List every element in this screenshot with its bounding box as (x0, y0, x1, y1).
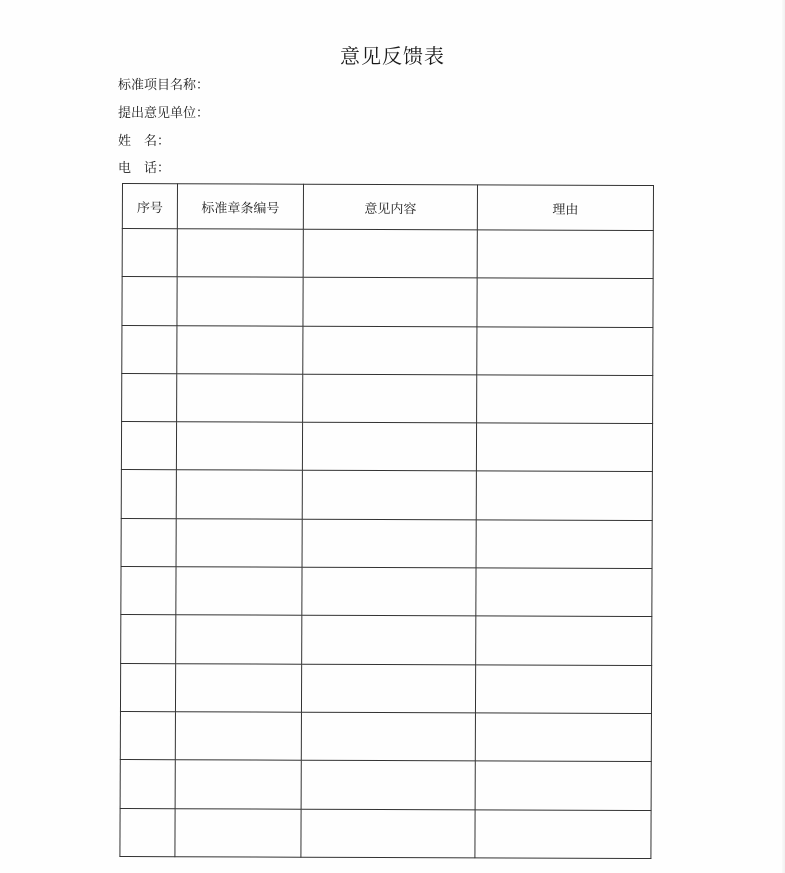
feedback-table-wrapper (119, 183, 653, 859)
table-cell[interactable] (177, 229, 303, 278)
table-cell[interactable] (477, 278, 653, 327)
table-cell[interactable] (122, 325, 177, 374)
table-cell[interactable] (476, 471, 652, 520)
table-cell[interactable] (302, 422, 476, 471)
table-cell[interactable] (122, 229, 177, 278)
table-cell[interactable] (121, 470, 176, 519)
table-cell[interactable] (177, 374, 303, 423)
table-cell[interactable] (121, 567, 176, 616)
table-cell[interactable] (302, 567, 476, 616)
table-row (122, 229, 653, 279)
header-clause-number: 标准章条编号 (177, 184, 303, 229)
table-row (121, 567, 652, 617)
field-phone: 电 话： (118, 161, 171, 176)
header-serial-number: 序号 (122, 184, 177, 229)
header-comment-content: 意见内容 (303, 184, 477, 230)
table-row (121, 422, 652, 472)
table-header-row (122, 184, 653, 231)
table-cell[interactable] (176, 567, 302, 616)
table-cell[interactable] (477, 230, 653, 279)
table-cell[interactable] (477, 375, 653, 424)
table-cell[interactable] (177, 277, 303, 326)
table-cell[interactable] (301, 760, 475, 809)
table-cell[interactable] (476, 520, 652, 569)
table-cell[interactable] (477, 326, 653, 375)
table-cell[interactable] (476, 616, 652, 665)
table-cell[interactable] (301, 712, 475, 761)
table-cell[interactable] (175, 663, 301, 712)
table-cell[interactable] (122, 373, 177, 422)
table-cell[interactable] (302, 616, 476, 665)
field-project-name: 标准项目名称： (118, 78, 210, 93)
table-cell[interactable] (120, 808, 175, 857)
table-row (122, 325, 653, 375)
table-cell[interactable] (301, 664, 475, 713)
feedback-table (119, 183, 654, 859)
table-row (120, 663, 651, 713)
table-cell[interactable] (175, 712, 301, 761)
table-cell[interactable] (175, 808, 301, 857)
table-cell[interactable] (475, 665, 651, 714)
table-cell[interactable] (176, 422, 302, 471)
table-cell[interactable] (476, 568, 652, 617)
field-submitting-unit: 提出意见单位： (118, 106, 210, 121)
table-row (121, 470, 652, 520)
table-row (121, 615, 652, 665)
field-name: 姓 名： (118, 134, 171, 149)
table-cell[interactable] (303, 374, 477, 423)
table-cell[interactable] (120, 711, 175, 760)
table-cell[interactable] (122, 277, 177, 326)
table-cell[interactable] (303, 326, 477, 375)
table-cell[interactable] (121, 615, 176, 664)
table-cell[interactable] (303, 277, 477, 326)
table-cell[interactable] (175, 760, 301, 809)
table-cell[interactable] (301, 809, 475, 858)
table-cell[interactable] (475, 713, 651, 762)
table-row (122, 277, 653, 327)
table-cell[interactable] (121, 422, 176, 471)
table-row (122, 373, 653, 423)
table-row (120, 808, 651, 858)
table-cell[interactable] (120, 760, 175, 809)
header-reason: 理由 (477, 185, 653, 231)
table-body (120, 229, 653, 859)
table-row (120, 760, 651, 810)
table-cell[interactable] (176, 518, 302, 567)
table-cell[interactable] (302, 471, 476, 520)
table-cell[interactable] (177, 325, 303, 374)
table-cell[interactable] (120, 663, 175, 712)
table-cell[interactable] (176, 615, 302, 664)
table-cell[interactable] (121, 518, 176, 567)
table-cell[interactable] (475, 809, 651, 858)
table-cell[interactable] (302, 519, 476, 568)
table-row (120, 711, 651, 761)
table-cell[interactable] (475, 761, 651, 810)
table-row (121, 518, 652, 568)
form-title: 意见反馈表 (340, 44, 445, 68)
table-cell[interactable] (303, 229, 477, 278)
table-cell[interactable] (176, 470, 302, 519)
table-cell[interactable] (476, 423, 652, 472)
